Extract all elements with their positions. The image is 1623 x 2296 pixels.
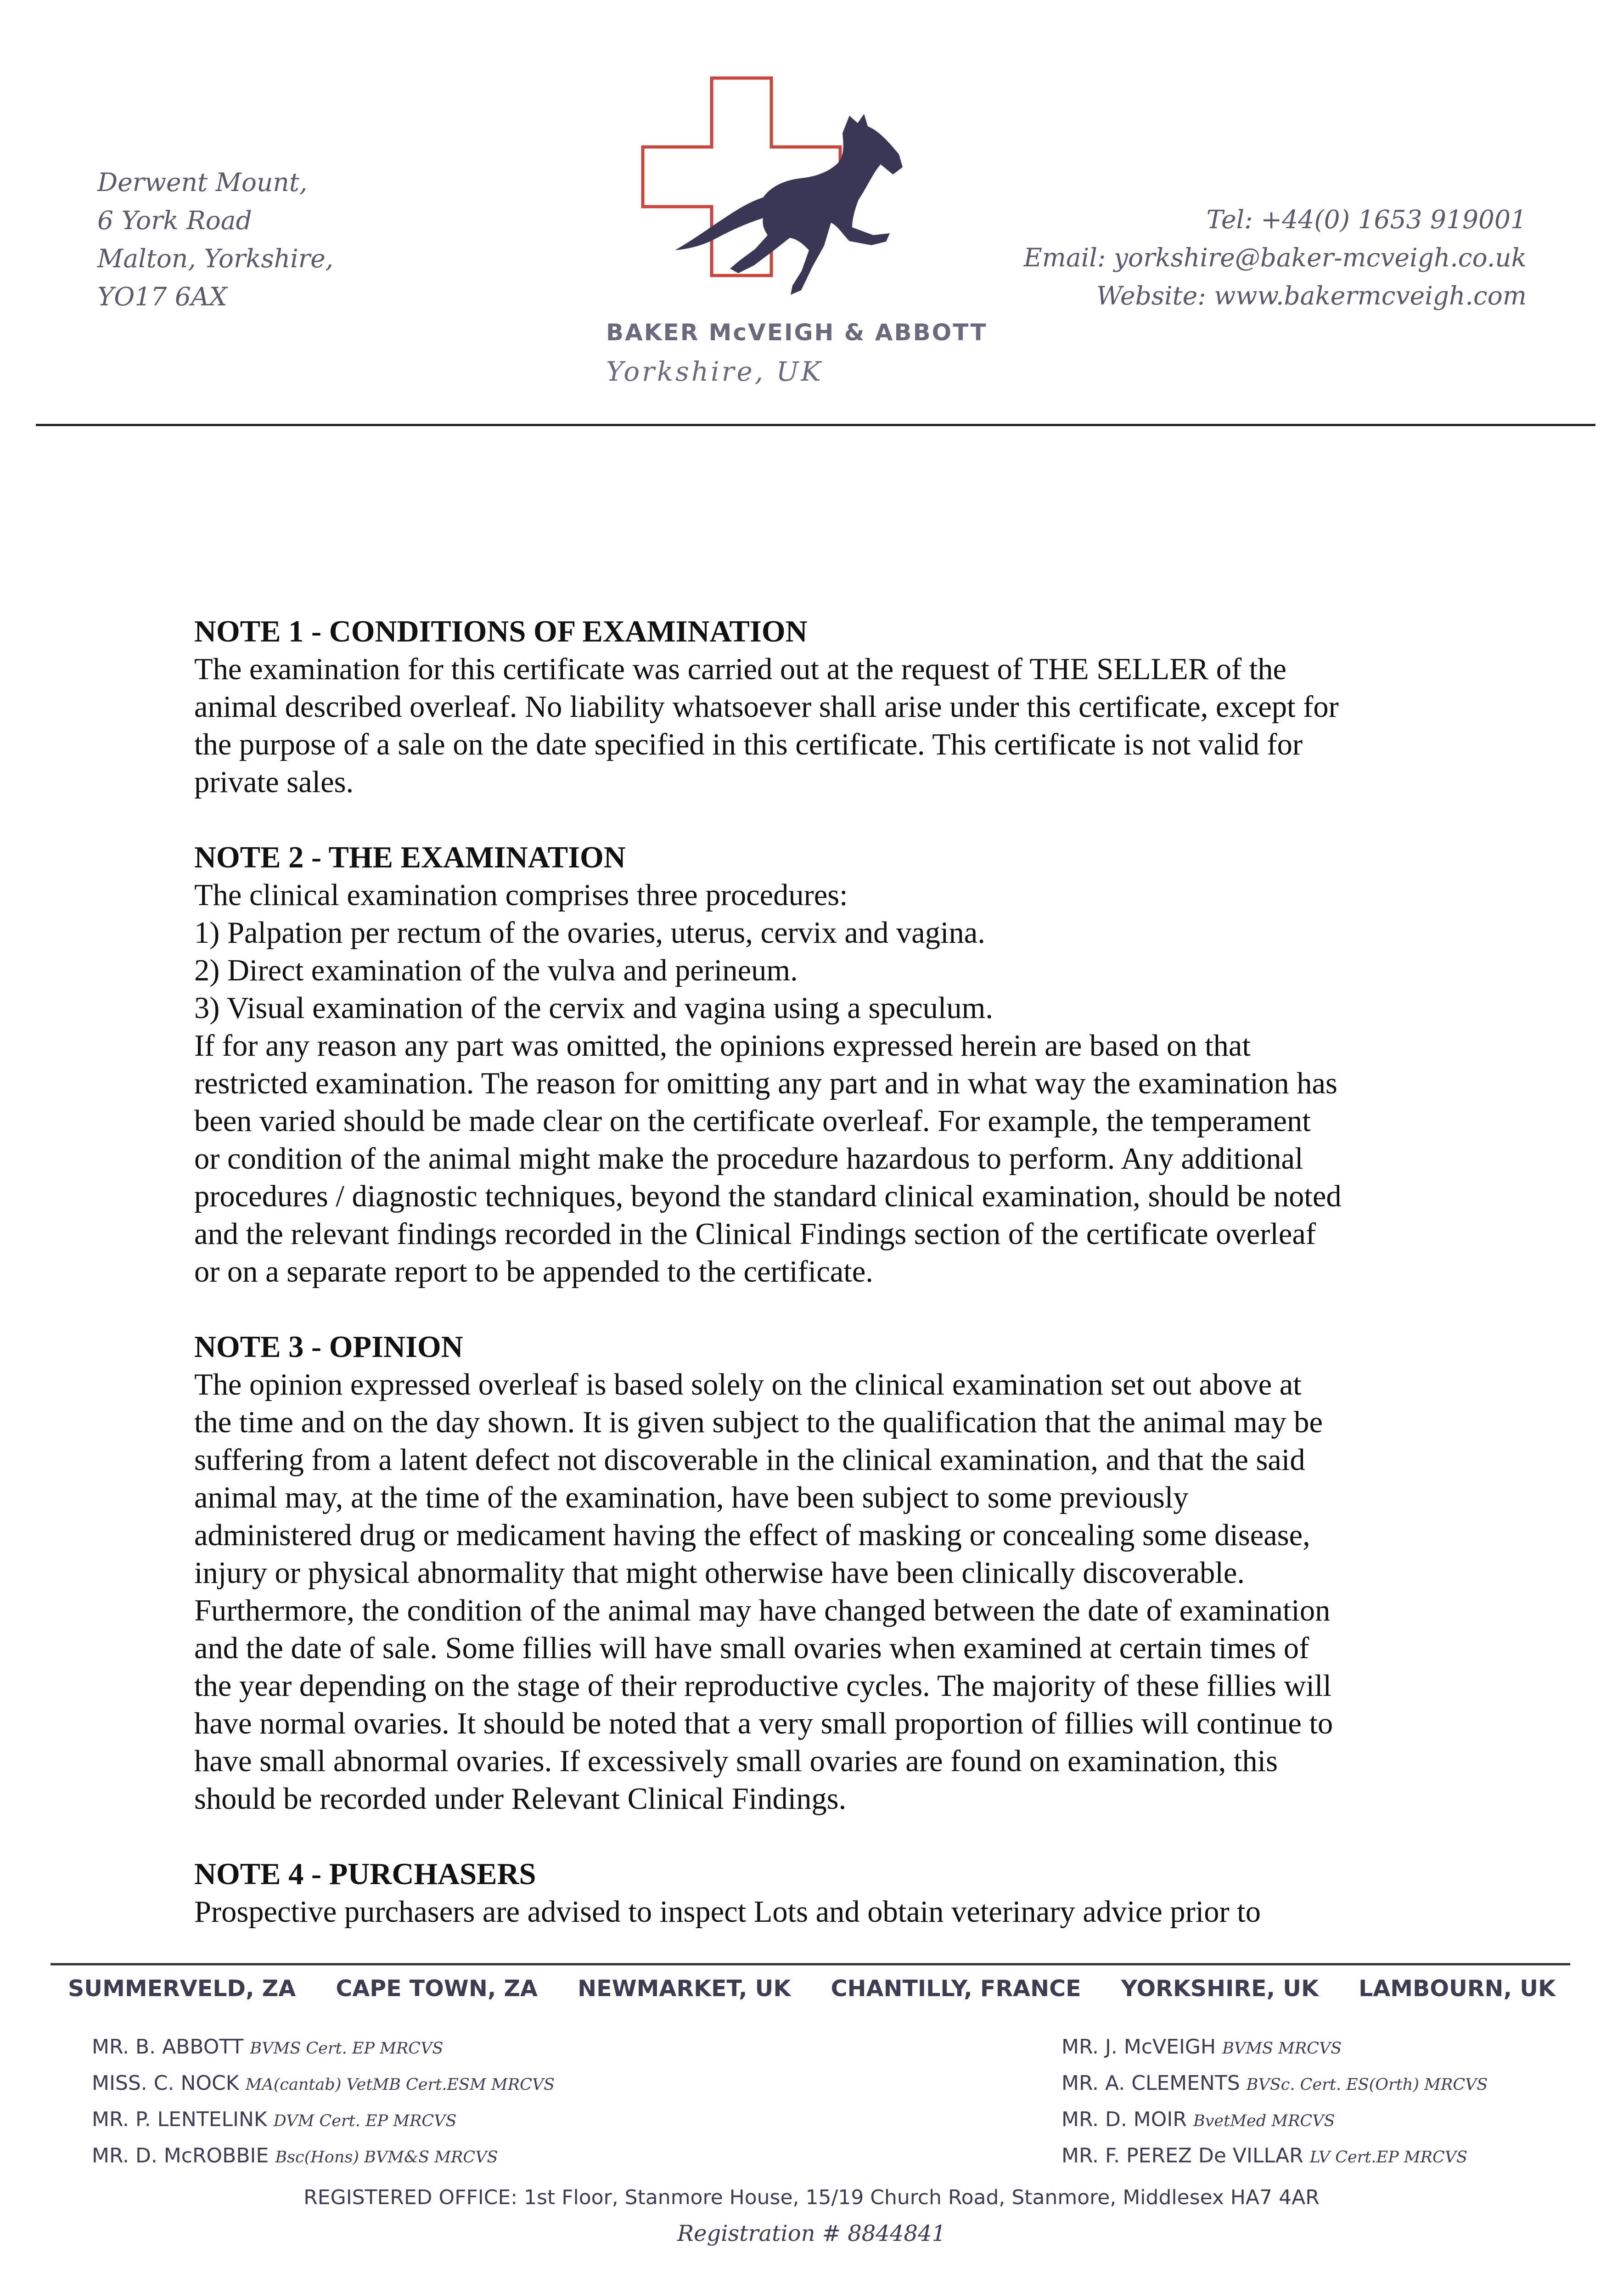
staff-name: MR. F. PEREZ De VILLAR — [1061, 2144, 1303, 2167]
brand-location: Yorkshire, UK — [606, 356, 823, 387]
registered-office: REGISTERED OFFICE: 1st Floor, Stanmore House, 15/19 Church Road, Stanmore, Middlesex HA7 4AR — [303, 2186, 1320, 2209]
staff-member — [1061, 2066, 1488, 2102]
staff-name: MR. A. CLEMENTS — [1061, 2071, 1240, 2095]
note-title: NOTE 2 - THE EXAMINATION — [194, 841, 626, 874]
note-line: private sales. — [194, 765, 354, 799]
note-line: The examination for this certificate was carried out at the request of THE SELLER of the — [194, 653, 1286, 686]
note-line: injury or physical abnormality that might otherwise have been clinically discoverable. — [194, 1556, 1245, 1590]
staff-member — [92, 2066, 555, 2102]
staff-qualifications: BVMS Cert. EP MRCVS — [250, 2039, 444, 2058]
office-locations — [68, 1975, 1556, 2002]
note-line: the year depending on the stage of their reproductive cycles. The majority of these fillies will — [194, 1669, 1331, 1703]
registration-number: Registration # 8844841 — [677, 2221, 946, 2246]
footer-divider — [51, 1963, 1570, 1965]
note-line: The clinical examination comprises three procedures: — [194, 878, 848, 912]
staff-member — [1061, 2030, 1488, 2066]
note-line: Prospective purchasers are advised to inspect Lots and obtain veterinary advice prior to — [194, 1895, 1261, 1929]
office-location: YORKSHIRE, UK — [1121, 1975, 1319, 2002]
note-line: the purpose of a sale on the date specified in this certificate. This certificate is not valid for — [194, 728, 1303, 761]
staff-name: MR. B. ABBOTT — [92, 2035, 244, 2059]
note-line: 2) Direct examination of the vulva and perineum. — [194, 954, 798, 987]
note-line: or on a separate report to be appended to the certificate. — [194, 1255, 873, 1289]
note-line: been varied should be made clear on the certificate overleaf. For example, the temperament — [194, 1104, 1311, 1138]
notes-content — [194, 613, 1452, 1969]
note-line: restricted examination. The reason for omitting any part and in what way the examination has — [194, 1067, 1337, 1100]
note-line: The opinion expressed overleaf is based solely on the clinical examination set out above at — [194, 1368, 1302, 1401]
note-line: or condition of the animal might make the procedure hazardous to perform. Any additional — [194, 1142, 1303, 1176]
office-location: LAMBOURN, UK — [1359, 1975, 1556, 2002]
staff-qualifications: BVMS MRCVS — [1222, 2039, 1342, 2058]
address-line: 6 York Road — [97, 206, 252, 235]
note-1 — [194, 613, 1452, 801]
address-line: Derwent Mount, — [97, 168, 308, 197]
note-line: and the relevant findings recorded in the Clinical Findings section of the certificate overleaf — [194, 1217, 1316, 1251]
note-line: If for any reason any part was omitted, the opinions expressed herein are based on that — [194, 1029, 1251, 1063]
staff-name: MR. J. McVEIGH — [1061, 2035, 1216, 2059]
note-title: NOTE 1 - CONDITIONS OF EXAMINATION — [194, 615, 808, 648]
staff-member — [92, 2102, 555, 2138]
brand-name: BAKER McVEIGH & ABBOTT — [606, 319, 988, 346]
note-line: the time and on the day shown. It is given subject to the qualification that the animal may be — [194, 1406, 1323, 1439]
staff-qualifications: LV Cert.EP MRCVS — [1309, 2148, 1468, 2167]
note-line: animal described overleaf. No liability whatsoever shall arise under this certificate, except for — [194, 690, 1339, 724]
office-location: CHANTILLY, FRANCE — [831, 1975, 1081, 2002]
note-line: 1) Palpation per rectum of the ovaries, uterus, cervix and vagina. — [194, 916, 985, 950]
staff-qualifications: BVSc. Cert. ES(Orth) MRCVS — [1246, 2076, 1488, 2094]
note-line: procedures / diagnostic techniques, beyond the standard clinical examination, should be noted — [194, 1180, 1342, 1213]
staff-list-left — [92, 2030, 555, 2175]
staff-qualifications: DVM Cert. EP MRCVS — [273, 2112, 457, 2130]
staff-name: MISS. C. NOCK — [92, 2071, 239, 2095]
contact-email: Email: yorkshire@baker-mcveigh.co.uk — [1023, 243, 1527, 272]
note-line: suffering from a latent defect not discoverable in the clinical examination, and that the said — [194, 1443, 1305, 1477]
office-location: NEWMARKET, UK — [578, 1975, 791, 2002]
staff-member — [1061, 2102, 1488, 2138]
note-title: NOTE 3 - OPINION — [194, 1330, 463, 1364]
note-line: should be recorded under Relevant Clinical Findings. — [194, 1782, 847, 1816]
staff-member — [92, 2030, 555, 2066]
note-line: Furthermore, the condition of the animal may have changed between the date of examination — [194, 1594, 1331, 1627]
staff-name: MR. P. LENTELINK — [92, 2108, 267, 2131]
staff-member — [92, 2138, 555, 2175]
note-line: administered drug or medicament having the effect of masking or concealing some disease, — [194, 1519, 1310, 1552]
address-line: YO17 6AX — [97, 282, 227, 311]
note-2 — [194, 839, 1452, 1291]
note-line: and the date of sale. Some fillies will have small ovaries when examined at certain times of — [194, 1632, 1309, 1665]
staff-qualifications: BvetMed MRCVS — [1193, 2112, 1335, 2130]
staff-qualifications: Bsc(Hons) BVM&S MRCVS — [275, 2148, 498, 2167]
staff-name: MR. D. McROBBIE — [92, 2144, 269, 2167]
note-line: 3) Visual examination of the cervix and vagina using a speculum. — [194, 991, 993, 1025]
address-line: Malton, Yorkshire, — [97, 244, 334, 273]
note-line: have small abnormal ovaries. If excessively small ovaries are found on examination, this — [194, 1745, 1278, 1778]
office-location: CAPE TOWN, ZA — [336, 1975, 538, 2002]
header-divider — [36, 424, 1595, 426]
logo-horse-cross-icon — [592, 64, 1005, 340]
contact-website: Website: www.bakermcveigh.com — [1096, 281, 1527, 310]
staff-list-right — [1061, 2030, 1488, 2175]
staff-member — [1061, 2138, 1488, 2175]
contact-details — [1024, 201, 1527, 315]
note-line: have normal ovaries. It should be noted that a very small proportion of fillies will continue to — [194, 1707, 1333, 1740]
note-line: animal may, at the time of the examination, have been subject to some previously — [194, 1481, 1189, 1514]
staff-qualifications: MA(cantab) VetMB Cert.ESM MRCVS — [245, 2076, 555, 2094]
staff-name: MR. D. MOIR — [1061, 2108, 1187, 2131]
contact-phone: Tel: +44(0) 1653 919001 — [1206, 205, 1527, 234]
note-4 — [194, 1856, 1452, 1931]
office-address — [97, 163, 333, 316]
note-3 — [194, 1328, 1452, 1818]
horse-silhouette-icon — [675, 114, 903, 295]
office-location: SUMMERVELD, ZA — [68, 1975, 296, 2002]
note-title: NOTE 4 - PURCHASERS — [194, 1857, 536, 1891]
